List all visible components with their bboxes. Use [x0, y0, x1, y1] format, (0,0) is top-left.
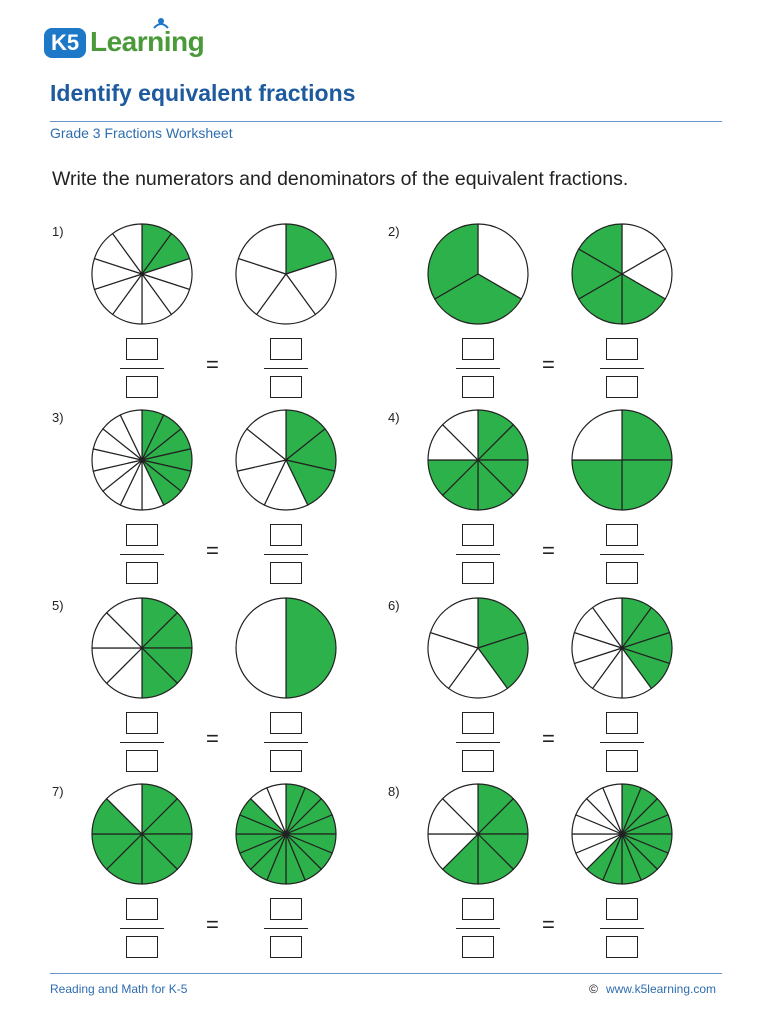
denominator-box[interactable]	[462, 750, 494, 772]
footer-divider	[50, 973, 722, 974]
left-answer-fraction	[120, 712, 164, 774]
shaded-slice	[622, 460, 672, 510]
equals-sign: =	[206, 538, 219, 563]
fraction-bar	[120, 368, 164, 369]
numerator-box[interactable]	[462, 712, 494, 734]
instructions: Write the numerators and denominators of the equivalent fractions.	[52, 168, 629, 190]
problem-5	[52, 598, 382, 778]
denominator-box[interactable]	[606, 750, 638, 772]
denominator-box[interactable]	[126, 936, 158, 958]
fraction-circle-4-1	[426, 408, 530, 512]
numerator-box[interactable]	[270, 338, 302, 360]
logo-badge: K5	[44, 28, 86, 58]
shaded-slice	[572, 460, 622, 510]
right-answer-fraction	[264, 712, 308, 774]
left-answer-fraction	[456, 524, 500, 586]
fraction-bar	[120, 554, 164, 555]
copyright-symbol: ©	[589, 982, 598, 996]
fraction-bar	[120, 742, 164, 743]
fraction-bar	[264, 742, 308, 743]
right-answer-fraction	[264, 898, 308, 960]
numerator-box[interactable]	[606, 524, 638, 546]
fraction-circle-5-2	[234, 596, 338, 700]
problem-4	[388, 410, 718, 590]
unshaded-slice	[572, 410, 622, 460]
right-answer-fraction	[600, 712, 644, 774]
right-answer-fraction	[600, 338, 644, 400]
denominator-box[interactable]	[126, 562, 158, 584]
fraction-circle-1-2	[234, 222, 338, 326]
problem-1	[52, 224, 382, 404]
fraction-bar	[120, 928, 164, 929]
problem-number: 2)	[388, 224, 400, 239]
star-icon	[152, 16, 170, 32]
numerator-box[interactable]	[270, 524, 302, 546]
fraction-bar	[456, 928, 500, 929]
fraction-circle-6-1	[426, 596, 530, 700]
fraction-bar	[264, 928, 308, 929]
fraction-bar	[600, 554, 644, 555]
fraction-circle-7-1	[90, 782, 194, 886]
left-answer-fraction	[120, 338, 164, 400]
numerator-box[interactable]	[462, 524, 494, 546]
fraction-circle-5-1	[90, 596, 194, 700]
fraction-bar	[600, 742, 644, 743]
denominator-box[interactable]	[462, 376, 494, 398]
numerator-box[interactable]	[126, 898, 158, 920]
equals-sign: =	[206, 352, 219, 377]
denominator-box[interactable]	[606, 936, 638, 958]
numerator-box[interactable]	[606, 338, 638, 360]
denominator-box[interactable]	[126, 376, 158, 398]
equals-sign: =	[542, 538, 555, 563]
fraction-circle-3-1	[90, 408, 194, 512]
right-fraction-circle	[234, 596, 338, 705]
equals-sign: =	[206, 726, 219, 751]
numerator-box[interactable]	[126, 524, 158, 546]
right-fraction-circle	[234, 782, 338, 891]
header-divider	[50, 121, 722, 122]
right-fraction-circle	[570, 782, 674, 891]
problem-2	[388, 224, 718, 404]
fraction-bar	[600, 368, 644, 369]
left-fraction-circle	[90, 408, 194, 517]
right-fraction-circle	[570, 596, 674, 705]
problem-3	[52, 410, 382, 590]
right-answer-fraction	[264, 338, 308, 400]
problem-number: 8)	[388, 784, 400, 799]
equals-sign: =	[542, 352, 555, 377]
left-fraction-circle	[90, 222, 194, 331]
denominator-box[interactable]	[606, 562, 638, 584]
fraction-circle-2-2	[570, 222, 674, 326]
logo-text: Learning	[90, 26, 205, 57]
fraction-bar	[600, 928, 644, 929]
fraction-circle-4-2	[570, 408, 674, 512]
fraction-circle-3-2	[234, 408, 338, 512]
equals-sign: =	[542, 726, 555, 751]
fraction-circle-8-2	[570, 782, 674, 886]
fraction-bar	[456, 742, 500, 743]
numerator-box[interactable]	[270, 712, 302, 734]
fraction-bar	[264, 554, 308, 555]
page-subtitle: Grade 3 Fractions Worksheet	[50, 125, 233, 141]
problem-number: 6)	[388, 598, 400, 613]
left-answer-fraction	[456, 712, 500, 774]
fraction-circle-6-2	[570, 596, 674, 700]
denominator-box[interactable]	[126, 750, 158, 772]
fraction-bar	[456, 368, 500, 369]
denominator-box[interactable]	[270, 750, 302, 772]
footer-tagline: Reading and Math for K-5	[50, 982, 188, 996]
left-fraction-circle	[426, 222, 530, 331]
shaded-slice	[622, 410, 672, 460]
numerator-box[interactable]	[270, 898, 302, 920]
numerator-box[interactable]	[462, 898, 494, 920]
denominator-box[interactable]	[462, 936, 494, 958]
problem-number: 5)	[52, 598, 64, 613]
footer-link[interactable]	[589, 982, 716, 996]
left-answer-fraction	[456, 898, 500, 960]
footer-url: www.k5learning.com	[605, 982, 716, 996]
denominator-box[interactable]	[270, 376, 302, 398]
right-fraction-circle	[234, 222, 338, 331]
right-answer-fraction	[264, 524, 308, 586]
denominator-box[interactable]	[462, 562, 494, 584]
left-answer-fraction	[120, 898, 164, 960]
left-fraction-circle	[426, 782, 530, 891]
left-fraction-circle	[426, 408, 530, 517]
right-answer-fraction	[600, 898, 644, 960]
problem-number: 4)	[388, 410, 400, 425]
left-answer-fraction	[120, 524, 164, 586]
unshaded-slice	[236, 598, 286, 698]
numerator-box[interactable]	[126, 338, 158, 360]
fraction-circle-2-1	[426, 222, 530, 326]
fraction-circle-8-1	[426, 782, 530, 886]
fraction-bar	[456, 554, 500, 555]
numerator-box[interactable]	[606, 898, 638, 920]
problem-number: 7)	[52, 784, 64, 799]
right-answer-fraction	[600, 524, 644, 586]
equals-sign: =	[542, 912, 555, 937]
denominator-box[interactable]	[270, 936, 302, 958]
numerator-box[interactable]	[126, 712, 158, 734]
fraction-circle-7-2	[234, 782, 338, 886]
right-fraction-circle	[570, 222, 674, 331]
right-fraction-circle	[234, 408, 338, 517]
problem-number: 1)	[52, 224, 64, 239]
fraction-bar	[264, 368, 308, 369]
denominator-box[interactable]	[606, 376, 638, 398]
numerator-box[interactable]	[606, 712, 638, 734]
fraction-circle-1-1	[90, 222, 194, 326]
denominator-box[interactable]	[270, 562, 302, 584]
left-fraction-circle	[426, 596, 530, 705]
left-fraction-circle	[90, 782, 194, 891]
shaded-slice	[286, 598, 336, 698]
left-answer-fraction	[456, 338, 500, 400]
right-fraction-circle	[570, 408, 674, 517]
equals-sign: =	[206, 912, 219, 937]
problem-number: 3)	[52, 410, 64, 425]
problem-8	[388, 784, 718, 964]
numerator-box[interactable]	[462, 338, 494, 360]
left-fraction-circle	[90, 596, 194, 705]
k5-learning-logo	[44, 20, 204, 64]
page-title: Identify equivalent fractions	[50, 80, 356, 106]
problem-7	[52, 784, 382, 964]
problem-6	[388, 598, 718, 778]
